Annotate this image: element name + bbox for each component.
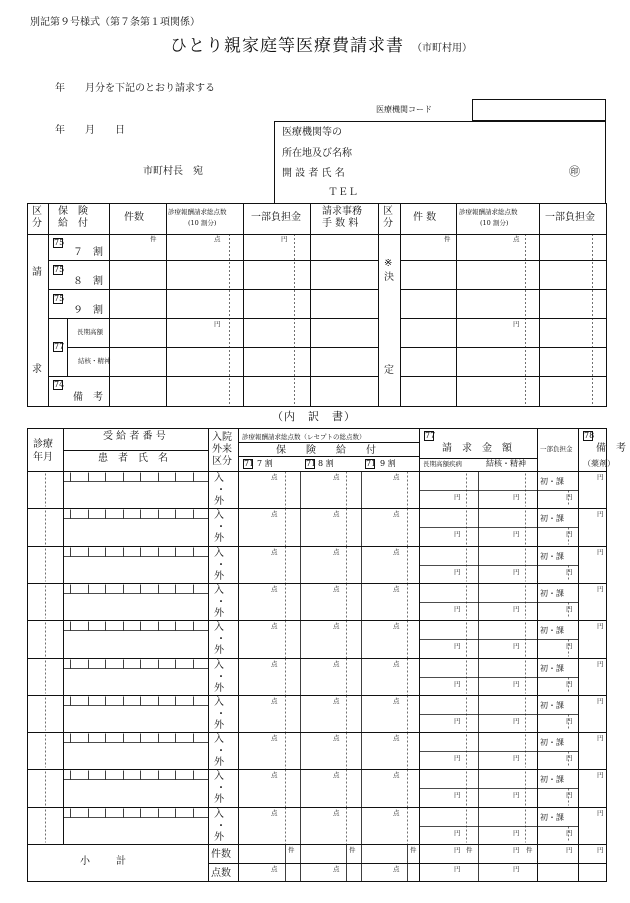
unit-yen: 円	[597, 770, 604, 779]
unit-yen: 円	[566, 604, 573, 613]
unit-yen: 円	[454, 753, 461, 762]
unit-ken: 件	[466, 846, 473, 854]
addressee: 市町村長 宛	[143, 166, 203, 177]
unit-yen: 円	[454, 604, 461, 613]
first-visit-mark: 初・課	[540, 700, 564, 710]
unit-ten: 点	[271, 696, 278, 705]
form-number: 別記第９号様式（第７条第１項関係）	[30, 17, 200, 28]
unit-yen: 円	[513, 679, 520, 688]
unit-yen: 円	[513, 492, 520, 501]
outpatient-mark: 外	[214, 532, 224, 544]
outpatient-mark: 外	[214, 719, 224, 731]
first-visit-mark: 初・課	[540, 625, 564, 635]
inpatient-mark: 入	[214, 733, 224, 745]
date-line: 年 月 日	[55, 125, 125, 136]
unit-yen: 円	[513, 641, 520, 650]
institution-line-2: 所在地及び名称	[282, 148, 352, 159]
summary-header-points-sub: (10 割分)	[188, 219, 217, 227]
institution-line-3: 開 設 者 氏 名	[282, 168, 345, 179]
unit-yen: 円	[513, 567, 520, 576]
outpatient-mark: 外	[214, 495, 224, 507]
summary-header-kubun: 区 分	[32, 206, 42, 229]
summary-header-kubun2: 区 分	[383, 206, 393, 229]
unit-ten: 点	[271, 509, 278, 518]
unit-yen: 円	[454, 790, 461, 799]
unit-ten: 点	[271, 808, 278, 817]
separator-dot: ・	[216, 559, 226, 571]
inpatient-mark: 入	[214, 472, 224, 484]
separator-dot: ・	[216, 484, 226, 496]
separator-dot: ・	[216, 820, 226, 832]
unit-yen: 円	[513, 604, 520, 613]
inpatient-mark: 入	[214, 584, 224, 596]
bk-header-biko: 備 考	[596, 443, 626, 454]
summary-header-ichibu2: 一部負担金	[545, 212, 595, 223]
unit-yen: 円	[513, 846, 520, 854]
bk-header-jukyu: 受 給 者 番 号	[103, 431, 166, 442]
unit-ten: 点	[393, 472, 400, 481]
subtotal-label: 小 計	[80, 856, 128, 867]
rate-8-label: ８ 割	[73, 276, 103, 287]
unit-ten: 点	[333, 770, 340, 779]
rate-9-label: ９ 割	[73, 305, 103, 316]
unit-yen: 円	[566, 790, 573, 799]
inpatient-mark: 入	[214, 547, 224, 559]
summary-header-points: 診療報酬請求総点数	[168, 208, 227, 216]
form-title-note: （市町村用）	[412, 43, 472, 54]
unit-ten: 点	[513, 235, 520, 243]
code-box-74: 74	[54, 380, 65, 389]
code-box-75: 75	[54, 238, 65, 247]
bk-header-yakuzai: （薬剤）	[583, 459, 615, 468]
unit-ten: 点	[333, 509, 340, 518]
inpatient-mark: 入	[214, 621, 224, 633]
unit-ten: 点	[393, 696, 400, 705]
unit-ken: 件	[526, 846, 533, 854]
bk-header-kekkaku: 結核・精神	[486, 459, 526, 468]
unit-yen: 円	[454, 567, 461, 576]
subtotal-tensu-label: 点数	[211, 868, 231, 879]
unit-yen: 円	[597, 696, 604, 705]
first-visit-mark: 初・課	[540, 513, 564, 523]
separator-dot: ・	[216, 671, 226, 683]
longterm-label: 長期高額	[77, 328, 103, 336]
breakdown-title: （内 訳 書）	[272, 410, 356, 423]
request-line: 年 月分を下記のとおり請求する	[55, 83, 215, 94]
unit-yen: 円	[566, 529, 573, 538]
unit-ten: 点	[333, 865, 340, 873]
summary-side-tei: 定	[384, 365, 394, 376]
unit-ten: 点	[271, 659, 278, 668]
outpatient-mark: 外	[214, 644, 224, 656]
outpatient-mark: 外	[214, 793, 224, 805]
code-box-75: 75	[54, 294, 65, 303]
unit-yen: 円	[566, 828, 573, 837]
unit-ten: 点	[271, 621, 278, 630]
unit-yen: 円	[597, 733, 604, 742]
code-box-71: 71	[244, 459, 255, 468]
summary-header-kensu2: 件 数	[413, 212, 437, 223]
outpatient-mark: 外	[214, 682, 224, 694]
unit-ten: 点	[271, 584, 278, 593]
bk-header-nyugai: 入院 外来 区分	[212, 432, 232, 467]
unit-yen: 円	[454, 846, 461, 854]
code-box-75: 75	[54, 265, 65, 274]
unit-ten: 点	[393, 865, 400, 873]
summary-side-kome: ※	[384, 258, 393, 269]
unit-ten: 点	[333, 472, 340, 481]
inpatient-mark: 入	[214, 770, 224, 782]
unit-ken: 件	[444, 235, 451, 243]
outpatient-mark: 外	[214, 607, 224, 619]
unit-ten: 点	[333, 547, 340, 556]
first-visit-mark: 初・課	[540, 812, 564, 822]
unit-ten: 点	[333, 733, 340, 742]
separator-dot: ・	[216, 521, 226, 533]
institution-line-4: ＴＥＬ	[328, 187, 358, 198]
bk-header-hoken: 保 険 給 付	[276, 445, 376, 456]
summary-header-ichibu: 一部負担金	[251, 212, 301, 223]
separator-dot: ・	[216, 708, 226, 720]
first-visit-mark: 初・課	[540, 551, 564, 561]
bk-header-points: 診療報酬請求総点数（レセプトの総点数）	[242, 433, 366, 441]
unit-yen: 円	[566, 492, 573, 501]
unit-yen: 円	[566, 641, 573, 650]
unit-yen: 円	[454, 679, 461, 688]
separator-dot: ・	[216, 633, 226, 645]
unit-yen: 円	[597, 472, 604, 481]
separator-dot: ・	[216, 745, 226, 757]
unit-ken: 件	[150, 235, 157, 243]
unit-ten: 点	[333, 621, 340, 630]
summary-header-points2-sub: (10 割分)	[480, 219, 509, 227]
code-box-71: 71	[306, 459, 317, 468]
unit-yen: 円	[454, 641, 461, 650]
unit-ken: 件	[410, 846, 417, 854]
inpatient-mark: 入	[214, 659, 224, 671]
unit-ten: 点	[333, 584, 340, 593]
inpatient-mark: 入	[214, 808, 224, 820]
code-box-77: 77	[54, 342, 65, 351]
outpatient-mark: 外	[214, 756, 224, 768]
institution-line-1: 医療機関等の	[282, 127, 342, 138]
unit-ken: 件	[349, 846, 356, 854]
form-title: ひとり親家庭等医療費請求書	[170, 36, 404, 56]
unit-ten: 点	[393, 621, 400, 630]
code-box-78: 78	[584, 431, 595, 440]
outpatient-mark: 外	[214, 570, 224, 582]
bk-header-r8: 8 割	[318, 459, 334, 468]
code-box-71: 71	[366, 459, 377, 468]
unit-ten: 点	[271, 865, 278, 873]
unit-yen: 円	[597, 584, 604, 593]
unit-yen: 円	[597, 659, 604, 668]
unit-ten: 点	[393, 808, 400, 817]
bk-header-nengetsu: 診療 年月	[33, 439, 53, 463]
inpatient-mark: 入	[214, 696, 224, 708]
unit-ken: 件	[288, 846, 295, 854]
tuberculosis-label: 結核・精神	[78, 357, 111, 365]
first-visit-mark: 初・課	[540, 476, 564, 486]
remarks-label: 備 考	[73, 392, 103, 403]
unit-yen: 円	[597, 547, 604, 556]
subtotal-kensu-label: 件数	[211, 849, 231, 860]
unit-ten: 点	[393, 733, 400, 742]
code-box-77: 77	[425, 431, 436, 440]
unit-yen: 円	[214, 320, 221, 328]
unit-yen: 円	[454, 828, 461, 837]
unit-ten: 点	[393, 770, 400, 779]
bk-header-kanja: 患 者 氏 名	[98, 453, 168, 464]
unit-yen: 円	[513, 753, 520, 762]
unit-ten: 点	[214, 235, 221, 243]
unit-yen: 円	[566, 567, 573, 576]
bk-header-choki: 長期高額疾病	[423, 460, 462, 468]
unit-yen: 円	[513, 529, 520, 538]
unit-ten: 点	[393, 547, 400, 556]
bk-header-seikyu: 請 求 金 額	[442, 443, 512, 454]
unit-yen: 円	[597, 846, 604, 854]
unit-ten: 点	[393, 509, 400, 518]
unit-yen: 円	[566, 846, 573, 854]
first-visit-mark: 初・課	[540, 737, 564, 747]
unit-ten: 点	[271, 770, 278, 779]
first-visit-mark: 初・課	[540, 663, 564, 673]
first-visit-mark: 初・課	[540, 774, 564, 784]
unit-ten: 点	[333, 659, 340, 668]
unit-ten: 点	[271, 472, 278, 481]
first-visit-mark: 初・課	[540, 588, 564, 598]
unit-yen: 円	[281, 235, 288, 243]
unit-yen: 円	[454, 865, 461, 873]
summary-side-sei: 請	[32, 267, 42, 278]
unit-ten: 点	[333, 696, 340, 705]
unit-yen: 円	[513, 828, 520, 837]
summary-header-kensu: 件数	[124, 212, 144, 223]
rate-7-label: ７ 割	[73, 247, 103, 258]
unit-yen: 円	[597, 808, 604, 817]
institution-code-label: 医療機関コード	[376, 105, 432, 114]
bk-header-ichibu: 一部負担金	[540, 445, 573, 453]
unit-ten: 点	[271, 733, 278, 742]
summary-header-points2: 診療報酬請求総点数	[459, 208, 518, 216]
separator-dot: ・	[216, 782, 226, 794]
seal-icon: ㊞	[569, 165, 580, 178]
inpatient-mark: 入	[214, 509, 224, 521]
unit-yen: 円	[454, 716, 461, 725]
unit-yen: 円	[513, 865, 520, 873]
summary-header-hoken: 保 険 給 付	[58, 206, 88, 229]
unit-ten: 点	[271, 547, 278, 556]
unit-yen: 円	[454, 492, 461, 501]
summary-side-ketsu: 決	[384, 272, 394, 283]
unit-yen: 円	[513, 716, 520, 725]
unit-ten: 点	[393, 584, 400, 593]
separator-dot: ・	[216, 596, 226, 608]
unit-yen: 円	[566, 753, 573, 762]
unit-yen: 円	[513, 320, 520, 328]
unit-yen: 円	[597, 621, 604, 630]
unit-yen: 円	[454, 529, 461, 538]
unit-ten: 点	[333, 808, 340, 817]
unit-yen: 円	[566, 716, 573, 725]
summary-header-jimu: 請求事務 手 数 料	[322, 206, 362, 229]
bk-header-r9: 9 割	[380, 459, 396, 468]
unit-yen: 円	[513, 790, 520, 799]
unit-yen: 円	[597, 509, 604, 518]
unit-ten: 点	[393, 659, 400, 668]
summary-side-kyu: 求	[32, 364, 42, 375]
outpatient-mark: 外	[214, 831, 224, 843]
bk-header-r7: 7 割	[257, 459, 273, 468]
unit-yen: 円	[566, 679, 573, 688]
